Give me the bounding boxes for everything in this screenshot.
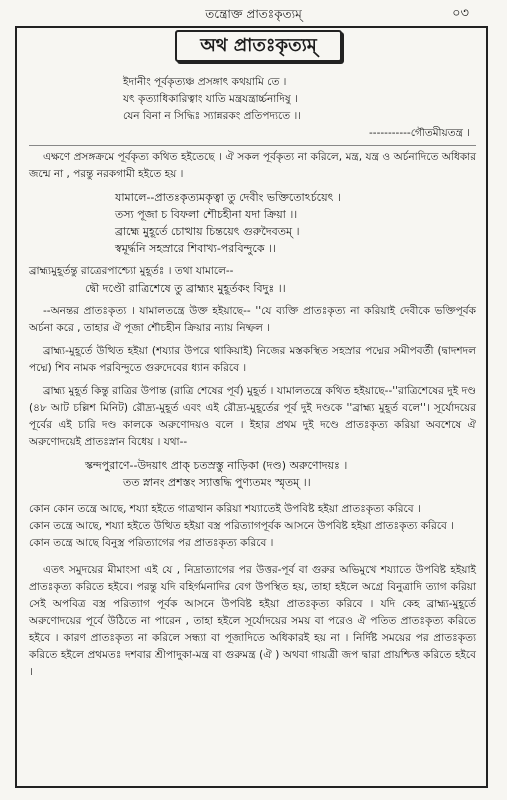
paragraph-conclusion: এতৎ সমুদয়ের মীমাংসা এই যে , নিদ্রাত্যাগের পর উত্তর-পূর্ব বা গুরুর অভিমুখে শয্যাতে উপবিষ্ট হইয়াই প্রাতঃকৃত্য করিতে হইবে। পরন্তু যদি বহির্গমনাদির বেগ উপস্থিত হয়, তাহা হইলে অগ্রে বিনুত্রাদি ত্যাগ করিয়া সেই অপবিত্র বস্ত্র পরিত্যাগ পূর্বক আসনে উপবিষ্ট হইয়া প্রাতঃকৃত্য করিবে । যদি কেহ ব্রাহ্ম্য-মুহূর্তে অরুণোদয়ের পূর্বে উঠিতে না পারেন , তাহা হইলে সূর্যোদয়ের সময় বা পরেও ঐ পতিত প্রাতঃকৃত্য করিতে হইবে । কারণ প্রাতঃকৃত্য না করিলে সন্ধ্যা বা পূজাদিতে অধিকারই হয় না । নির্দিষ্ট সময়ের পর প্রাতঃকৃত্য করিতে হইলে প্রথমতঃ দশবার শ্রীপাদুকা-মন্ত্র বা গুরুমন্ত্র (ঐ ) অথবা গায়ত্রী জপ দ্বারা প্রায়শ্চিত্ত করিতে হইবে । — [29, 564, 476, 678]
rule-list — [29, 501, 476, 552]
yamala-verse — [29, 189, 476, 257]
brahma-intro: ব্রাহ্ম্যমুহূর্তন্তু রাত্রেরপাশ্চ্যো মুহূর্তঃ । তথা যামালে-- — [29, 265, 234, 277]
section-heading: অথ প্রাতঃকৃত্যম্‌ — [175, 30, 342, 62]
verse-line: যামালে--প্রাতঃকৃত্যমকৃত্বা তু দেবীং ভক্তিতোঽর্চয়েৎ । — [115, 191, 341, 204]
brahma-verse: দ্বৌ দণ্ডৌ রাত্রিশেষে তু ব্রাহ্ম্যং মুহূর্তকং বিদুঃ ।। — [85, 282, 286, 295]
paragraph-arunodaya: ব্রাহ্ম্য মুহূর্ত কিন্তু রাত্রির উপান্ত (রাত্রি শেষের পূর্ব) মুহূর্ত । যামালতন্ত্রে কথিত হইয়াছে--''রাত্রিশেষের দুই দণ্ড (৪৮ আট চল্লিশ মিনিট) রৌদ্র্য-মুহূর্ত এবং এই রৌদ্র্য-মুহূর্তের পূর্ব দুই দণ্ডকে ''ব্রাহ্ম্য মুহূর্ত বলে''। সূর্যোদয়ের পূর্বের এই চারি দণ্ড কালকে অরুণোদয়ও বলে । ইহার প্রথম দুই দণ্ডে প্রাতঃকৃত্য করিয়া অবশেষে ঐ অরুণোদয়েই প্রাতঃস্নান বিধেয় । যথা-- — [29, 385, 476, 448]
verse-line: স্কন্দপুরাণে--উদয়াৎ প্রাক্‌ চতস্রস্তু নাড়িকা (দণ্ড) অরুণোদয়ঃ । — [85, 459, 348, 472]
paragraph-intro: এক্ষণে প্রসঙ্গক্রমে পূর্বকৃত্য কথিত হইতেছে । ঐ সকল পূর্বকৃত্য না করিলে, মন্ত্র, যন্ত্র ও অর্চনাদিতে অধিকার জন্মে না , পরন্তু নরকগামী হইতে হয় । — [29, 151, 476, 180]
running-header: তন্ত্রোক্ত প্রাতঃকৃত্যম্‌ — [205, 7, 302, 21]
opening-verse — [29, 74, 476, 125]
rule-line: কোন তন্ত্রে আছে বিনুস্ত্র পরিত্যাগের পর প্রাতঃকৃত্য করিবে । — [29, 537, 274, 549]
verse-line: ব্রাহ্মে মুহূর্তে চোত্থায় চিন্তয়েৎ গুরুদৈবতম্‌ । — [115, 225, 300, 238]
verse-source: -----------গৌতমীয়তন্ত্র । — [369, 127, 470, 139]
verse-line: ইদানীং পূর্বকৃত্যঞ্চ প্রসঙ্গাৎ কথয়ামি তে । — [123, 76, 287, 88]
page-frame — [15, 26, 488, 788]
verse-line: তত স্নানং প্রশস্তং স্যাত্তদ্ধি পুণ্যতমং স্মৃতম্‌ ।। — [123, 476, 311, 489]
page-number: ০৩ — [452, 6, 469, 21]
verse-line: স্বমূর্দ্ধনি সহস্রারে শিবাখ্য-পরবিন্দুকে ।। — [115, 242, 276, 255]
paragraph-brahma-muhurta: ব্রাহ্ম্য-মুহূর্তে উত্থিত হইয়া (শয্যার উপরে থাকিয়াই) নিজের মস্তকস্থিত সহস্রার পদ্মের সমীপবর্তী (দ্বাদশদল পদ্মে) শিব নামক পরবিন্দুতে গুরুদেবের ধ্যান করিবে । — [29, 345, 476, 374]
verse-line: তস্য পূজা চ বিফলা শৌচহীনা যদা ক্রিয়া ।। — [115, 208, 298, 221]
verse-line: যেন বিনা ন সিদ্ধিঃ স্যান্নরকং প্রতিপদ্যতে ।। — [123, 110, 301, 122]
rule-line: কোন কোন তন্ত্রে আছে, শয্যা হইতে গাত্রত্থান করিয়া শয্যাতেই উপবিষ্ট হইয়া প্রাতঃকৃত্য করিবে । — [29, 503, 421, 515]
divider — [29, 145, 476, 146]
rule-line: কোন তন্ত্রে আছে, শয্যা হইতে উত্থিত হইয়া বস্ত্র পরিত্যাগপূর্বক আসনে উপবিষ্ট হইয়া প্রাতঃকৃত্য করিবে । — [29, 520, 454, 532]
paragraph-yamala: --অনন্তর প্রাতঃকৃত্য । যামালতন্ত্রে উক্ত হইয়াছে-- ''যে ব্যক্তি প্রাতঃকৃত্য না করিয়াই দেবীকে ভক্তিপূর্বক অর্চনা করে , তাহার ঐ পূজা শৌচহীন ক্রিয়ার ন্যায় নিষ্ফল । — [29, 305, 476, 334]
page-content — [29, 74, 476, 681]
verse-line: যৎ কৃত্যাধিকারিত্বাং যাতি মন্ত্রযন্ত্রার্চ্চনাদিষু । — [123, 93, 298, 105]
skanda-verse — [29, 457, 476, 491]
